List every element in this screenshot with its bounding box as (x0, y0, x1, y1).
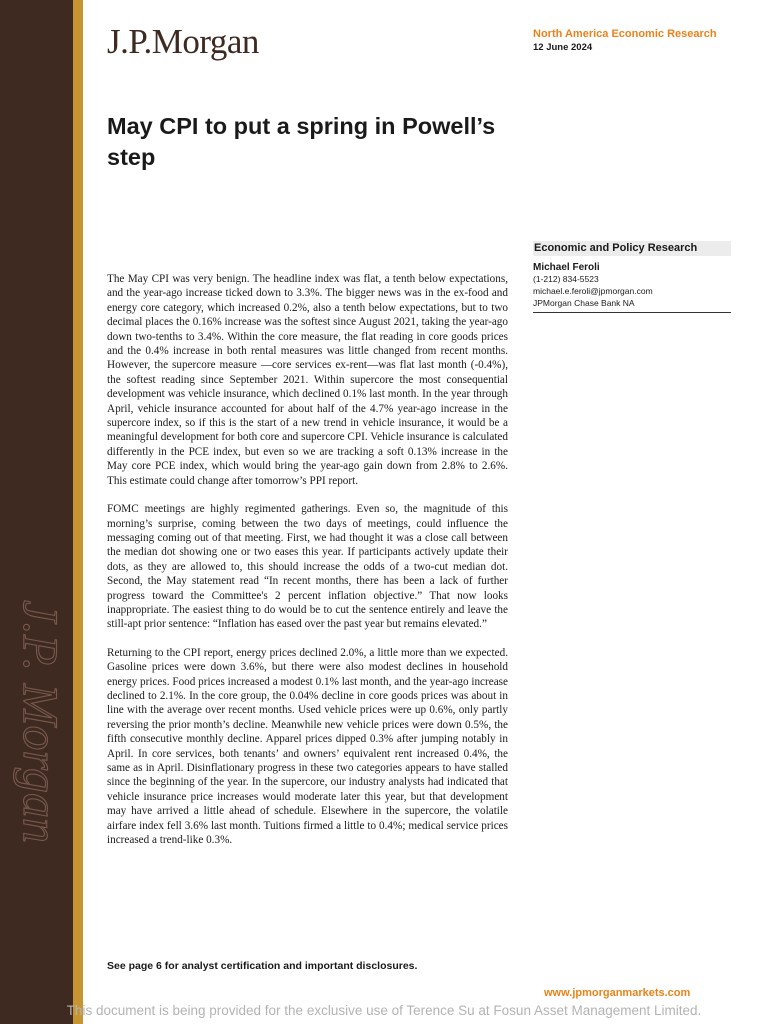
analyst-name: Michael Feroli (533, 262, 600, 273)
signature-watermark (0, 590, 74, 890)
analyst-phone: (1-212) 834-5523 (533, 274, 599, 284)
body-paragraph: The May CPI was very benign. The headline index was flat, a tenth below expectations, and the year-ago increase ticked down to 3.3%. The bigger news was in the ex-food and energy core category, which increased 0.2%, also a tenth below expectations, but to two decimal places the 0.16% increase was the softest since August 2021, taking the year-ago down two-tenths to 3.4%. Within the core measure, the flat reading in core goods prices and the 0.4% increase in both rental measures was little changed from recent months. However, the supercore measure —core services ex-rent—was flat last month (-0.4%), the softest reading since September 2021. Within supercore the most consequential development was vehicle insurance, which declined 0.1% last month. In the year through April, vehicle insurance accounted for about half of the 4.7% year-ago increase in the supercore index, so if this is the start of a new trend in vehicle insurance, it would be a meaningful development for both core and supercore CPI. Vehicle insurance is calculated differently in the PCE index, but even so we are tracking a soft 0.13% increase in the May core PCE index, which would bring the year-ago gain down from 2.8% to 2.6%. This estimate could change after tomorrow’s PPI report. (107, 273, 508, 487)
signature-watermark-text: J.P. Morgan (13, 600, 69, 844)
department-heading: Economic and Policy Research (533, 241, 731, 256)
research-series: North America Economic Research (533, 28, 717, 40)
body-paragraph: FOMC meetings are highly regimented gatherings. Even so, the magnitude of this morning’s surprise, coming between the two days of meetings, could influence the messaging coming out of that meeting. First, we had thought it was a close call between the median dot showing one or two eases this year. If participants actively update their dots, as they are allowed to, this should increase the odds of a two-cut median dot. Second, the May statement read “In recent months, there has been a lack of further progress toward the Committee's 2 percent inflation objective.” That now looks inappropriate. The easiest thing to do would be to cut the sentence entirely and leave the still-apt prior sentence: “Inflation has eased over the past year but remains elevated.” (107, 503, 508, 631)
gold-accent-band (73, 0, 83, 1024)
website-link[interactable]: www.jpmorganmarkets.com (544, 987, 691, 999)
report-body (107, 272, 508, 861)
body-paragraph: Returning to the CPI report, energy prices declined 2.0%, a little more than we expected. Gasoline prices were down 3.6%, but there were also modest declines in household energy prices. Food prices increased a modest 0.1% last month, and the year-ago increase declined to 2.1%. In the core group, the 0.04% decline in core goods prices was about in line with the average over recent months. Used vehicle prices were up 0.6%, only partly reversing the prior month’s decline. Meanwhile new vehicle prices were down 0.5%, the fifth consecutive monthly decline. Apparel prices dipped 0.3% after jumping notably in April. In core services, both tenants’ and owners’ equivalent rent increased 0.4%, the same as in April. Disinflationary progress in these two categories appears to have stalled since the beginning of the year. In the supercore, our industry analysts had indicated that vehicle insurance price increases would moderate later this year, but that development may have arrived a little ahead of schedule. Elsewhere in the supercore, the volatile airfare index fell 3.6% last month. Tuitions firmed a little to 0.4%; medical service prices increased a trend-like 0.3%. (107, 646, 508, 847)
usage-watermark: This document is being provided for the exclusive use of Terence Su at Fosun Asset Management Limited. (66, 1003, 702, 1018)
sidebar-divider (533, 312, 731, 313)
publication-date: 12 June 2024 (533, 42, 593, 53)
jpmorgan-logo: J.P.Morgan (107, 22, 259, 61)
analyst-sidebar (533, 241, 731, 313)
disclosure-note: See page 6 for analyst certification and important disclosures. (107, 960, 418, 972)
analyst-entity: JPMorgan Chase Bank NA (533, 298, 635, 308)
report-title: May CPI to put a spring in Powell’s step (107, 113, 496, 170)
report-header (533, 28, 717, 53)
analyst-email[interactable]: michael.e.feroli@jpmorgan.com (533, 286, 653, 296)
